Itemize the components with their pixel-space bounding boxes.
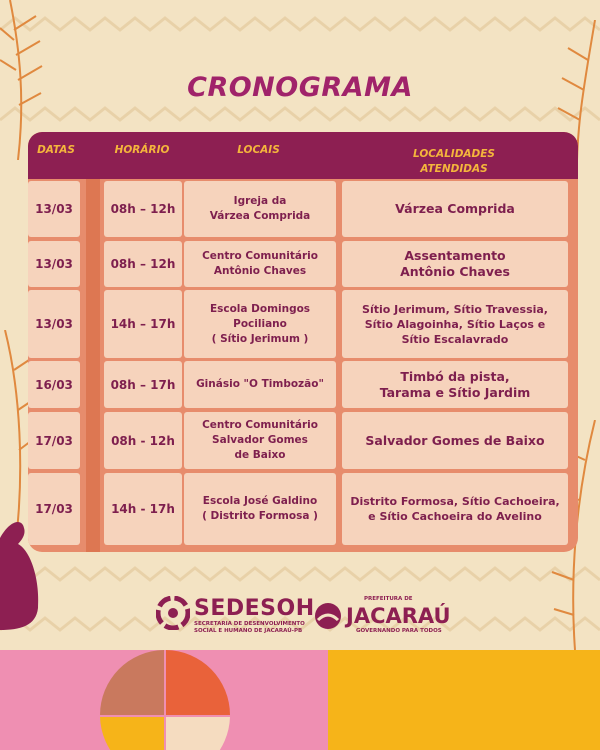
date-cell: 13/03 [28,181,80,237]
jacarau-logo-icon [314,600,342,632]
time-cell: 08h – 12h [104,181,182,237]
header-areas-line1: LOCALIDADES [413,147,495,160]
area-cell [342,181,568,237]
sedesoh-name: SEDESOH [194,596,315,621]
header-areas [340,132,568,179]
time-cell: 08h – 12h [104,241,182,287]
area-cell [342,361,568,408]
place-cell [184,290,336,358]
header-areas-line2: ATENDIDAS [420,162,488,175]
header-dates: DATAS [37,144,75,156]
date-cell: 17/03 [28,473,80,545]
date-cell: 17/03 [28,412,80,469]
area-line: Sítio Escalavrado [401,332,509,346]
place-line: Igreja da [233,195,287,207]
area-line: Sítio Jerimum, Sítio Travessia, [362,302,548,316]
place-line: Escola Domingos Pociliano [209,302,311,330]
page-title: CRONOGRAMA [187,72,413,103]
area-cell [342,241,568,287]
time-cell: 14h – 17h [104,290,182,358]
place-line: Centro Comunitário [202,250,318,262]
time-cell: 08h - 12h [104,412,182,469]
place-line: de Baixo [234,449,286,461]
area-line: Antônio Chaves [400,264,510,279]
area-cell [342,290,568,358]
place-line: Ginásio "O Timbozão" [196,378,324,390]
date-cell: 13/03 [28,241,80,287]
header-time: HORÁRIO [114,144,170,156]
time-cell: 08h – 17h [104,361,182,408]
area-line: Timbó da pista, [400,368,510,384]
area-line: Distrito Formosa, Sítio Cachoeira, [350,495,560,508]
sedesoh-logo-icon [156,596,190,630]
place-cell [184,473,336,545]
date-cell: 16/03 [28,361,80,408]
place-cell [184,181,336,237]
place-line: ( Sítio Jerimum ) [211,332,309,345]
area-line: Tarama e Sítio Jardim [379,384,531,400]
area-line: Sítio Alagoinha, Sítio Laços e [364,317,546,331]
time-cell: 14h - 17h [104,473,182,545]
column-divider [86,179,100,552]
area-cell [342,412,568,469]
sedesoh-subtitle-1: SECRETARIA DE DESENVOLVIMENTO [194,621,305,627]
area-line: Assentamento [404,248,506,263]
place-cell [184,361,336,408]
place-line: Salvador Gomes [212,434,308,446]
date-cell: 13/03 [28,290,80,358]
area-line: Várzea Comprida [395,201,515,216]
footer-yellow-block [328,650,600,750]
jacarau-prefix: PREFEITURA DE [364,596,413,602]
place-line: Centro Comunitário [202,419,318,431]
area-line: Salvador Gomes de Baixo [365,432,545,448]
place-line: Várzea Comprida [209,210,311,222]
schedule-table [28,132,578,552]
place-line: ( Distrito Formosa ) [202,510,318,522]
place-line: Escola José Galdino [202,495,318,507]
footer-logos [150,594,460,640]
jacarau-name: JACARAÚ [346,604,451,628]
place-line: Antônio Chaves [213,265,307,277]
footer-circle-emblem [100,650,230,750]
area-cell [342,473,568,545]
jacarau-motto: GOVERNANDO PARA TODOS [356,628,442,634]
place-cell [184,241,336,287]
place-cell [184,412,336,469]
header-places: LOCAIS [237,144,280,156]
sedesoh-subtitle-2: SOCIAL E HUMANO DE JACARAÚ-PB [194,628,303,634]
area-line: e Sítio Cachoeira do Avelino [368,510,542,523]
